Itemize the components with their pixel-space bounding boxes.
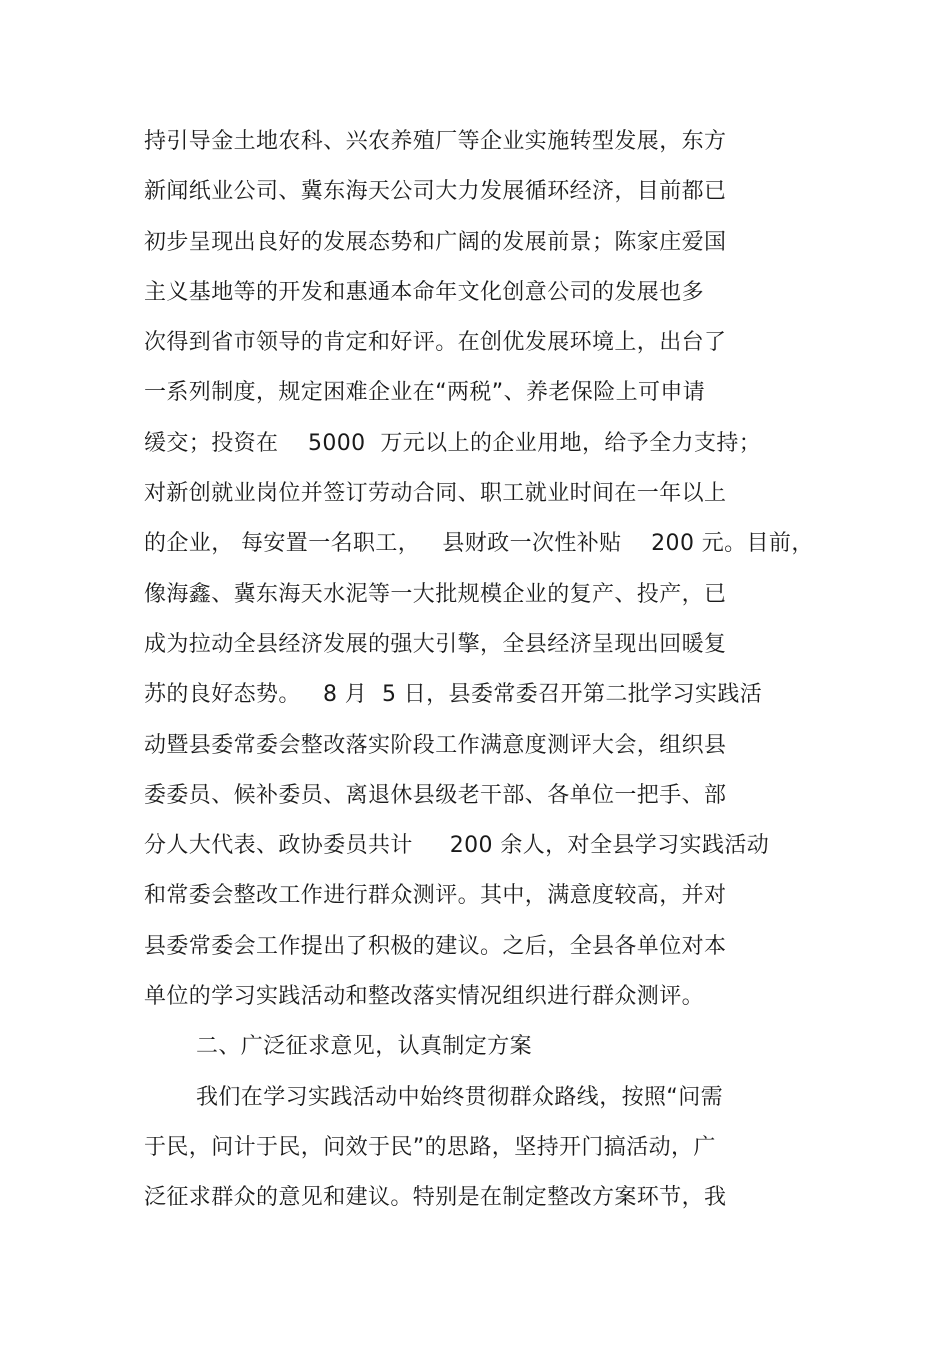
paragraph-line: 分人大代表、政协委员共计 200 余人，对全县学习实践活动 — [144, 833, 770, 859]
paragraph-line: 持引导金土地农科、兴农养殖厂等企业实施转型发展，东方 — [144, 129, 727, 154]
paragraph-line: 和常委会整改工作进行群众测评。其中，满意度较高，并对 — [144, 883, 727, 909]
paragraph-line: 委委员、候补委员、离退休县级老干部、各单位一把手、部 — [144, 782, 727, 808]
paragraph-line: 一系列制度，规定困难企业在“两税”、养老保险上可申请 — [144, 380, 706, 406]
paragraph-line: 苏的良好态势。 8 月 5 日，县委常委召开第二批学习实践活 — [144, 682, 763, 708]
paragraph-line: 动暨县委常委会整改落实阶段工作满意度测评大会，组织县 — [144, 732, 727, 758]
paragraph-line: 对新创就业岗位并签订劳动合同、职工就业时间在一年以上 — [144, 481, 727, 507]
paragraph-line: 初步呈现出良好的发展态势和广阔的发展前景；陈家庄爱国 — [144, 229, 727, 255]
paragraph-line: 泛征求群众的意见和建议。特别是在制定整改方案环节，我 — [144, 1185, 727, 1211]
paragraph-line: 新闻纸业公司、冀东海天公司大力发展循环经济，目前都已 — [144, 179, 727, 205]
paragraph-line: 的企业， 每安置一名职工， 县财政一次性补贴 200 元。目前， — [144, 531, 814, 557]
paragraph-line: 我们在学习实践活动中始终贯彻群众路线，按照“问需 — [196, 1084, 723, 1110]
paragraph-line: 主义基地等的开发和惠通本命年文化创意公司的发展也多 — [144, 279, 705, 305]
paragraph-line: 像海鑫、冀东海天水泥等一大批规模企业的复产、投产，已 — [144, 581, 727, 607]
section-heading: 二、广泛征求意见，认真制定方案 — [196, 1034, 533, 1060]
paragraph-line: 成为拉动全县经济发展的强大引擎，全县经济呈现出回暖复 — [144, 631, 727, 657]
paragraph-line: 缓交；投资在 5000 万元以上的企业用地，给予全力支持； — [144, 430, 762, 456]
paragraph-line: 于民，问计于民，问效于民”的思路，坚持开门搞活动，广 — [144, 1134, 716, 1160]
paragraph-line: 单位的学习实践活动和整改落实情况组织进行群众测评。 — [144, 984, 705, 1010]
paragraph-line: 次得到省市领导的肯定和好评。在创优发展环境上，出台了 — [144, 330, 727, 356]
body-text — [144, 122, 844, 1229]
paragraph-line: 县委常委会工作提出了积极的建议。之后，全县各单位对本 — [144, 933, 727, 959]
